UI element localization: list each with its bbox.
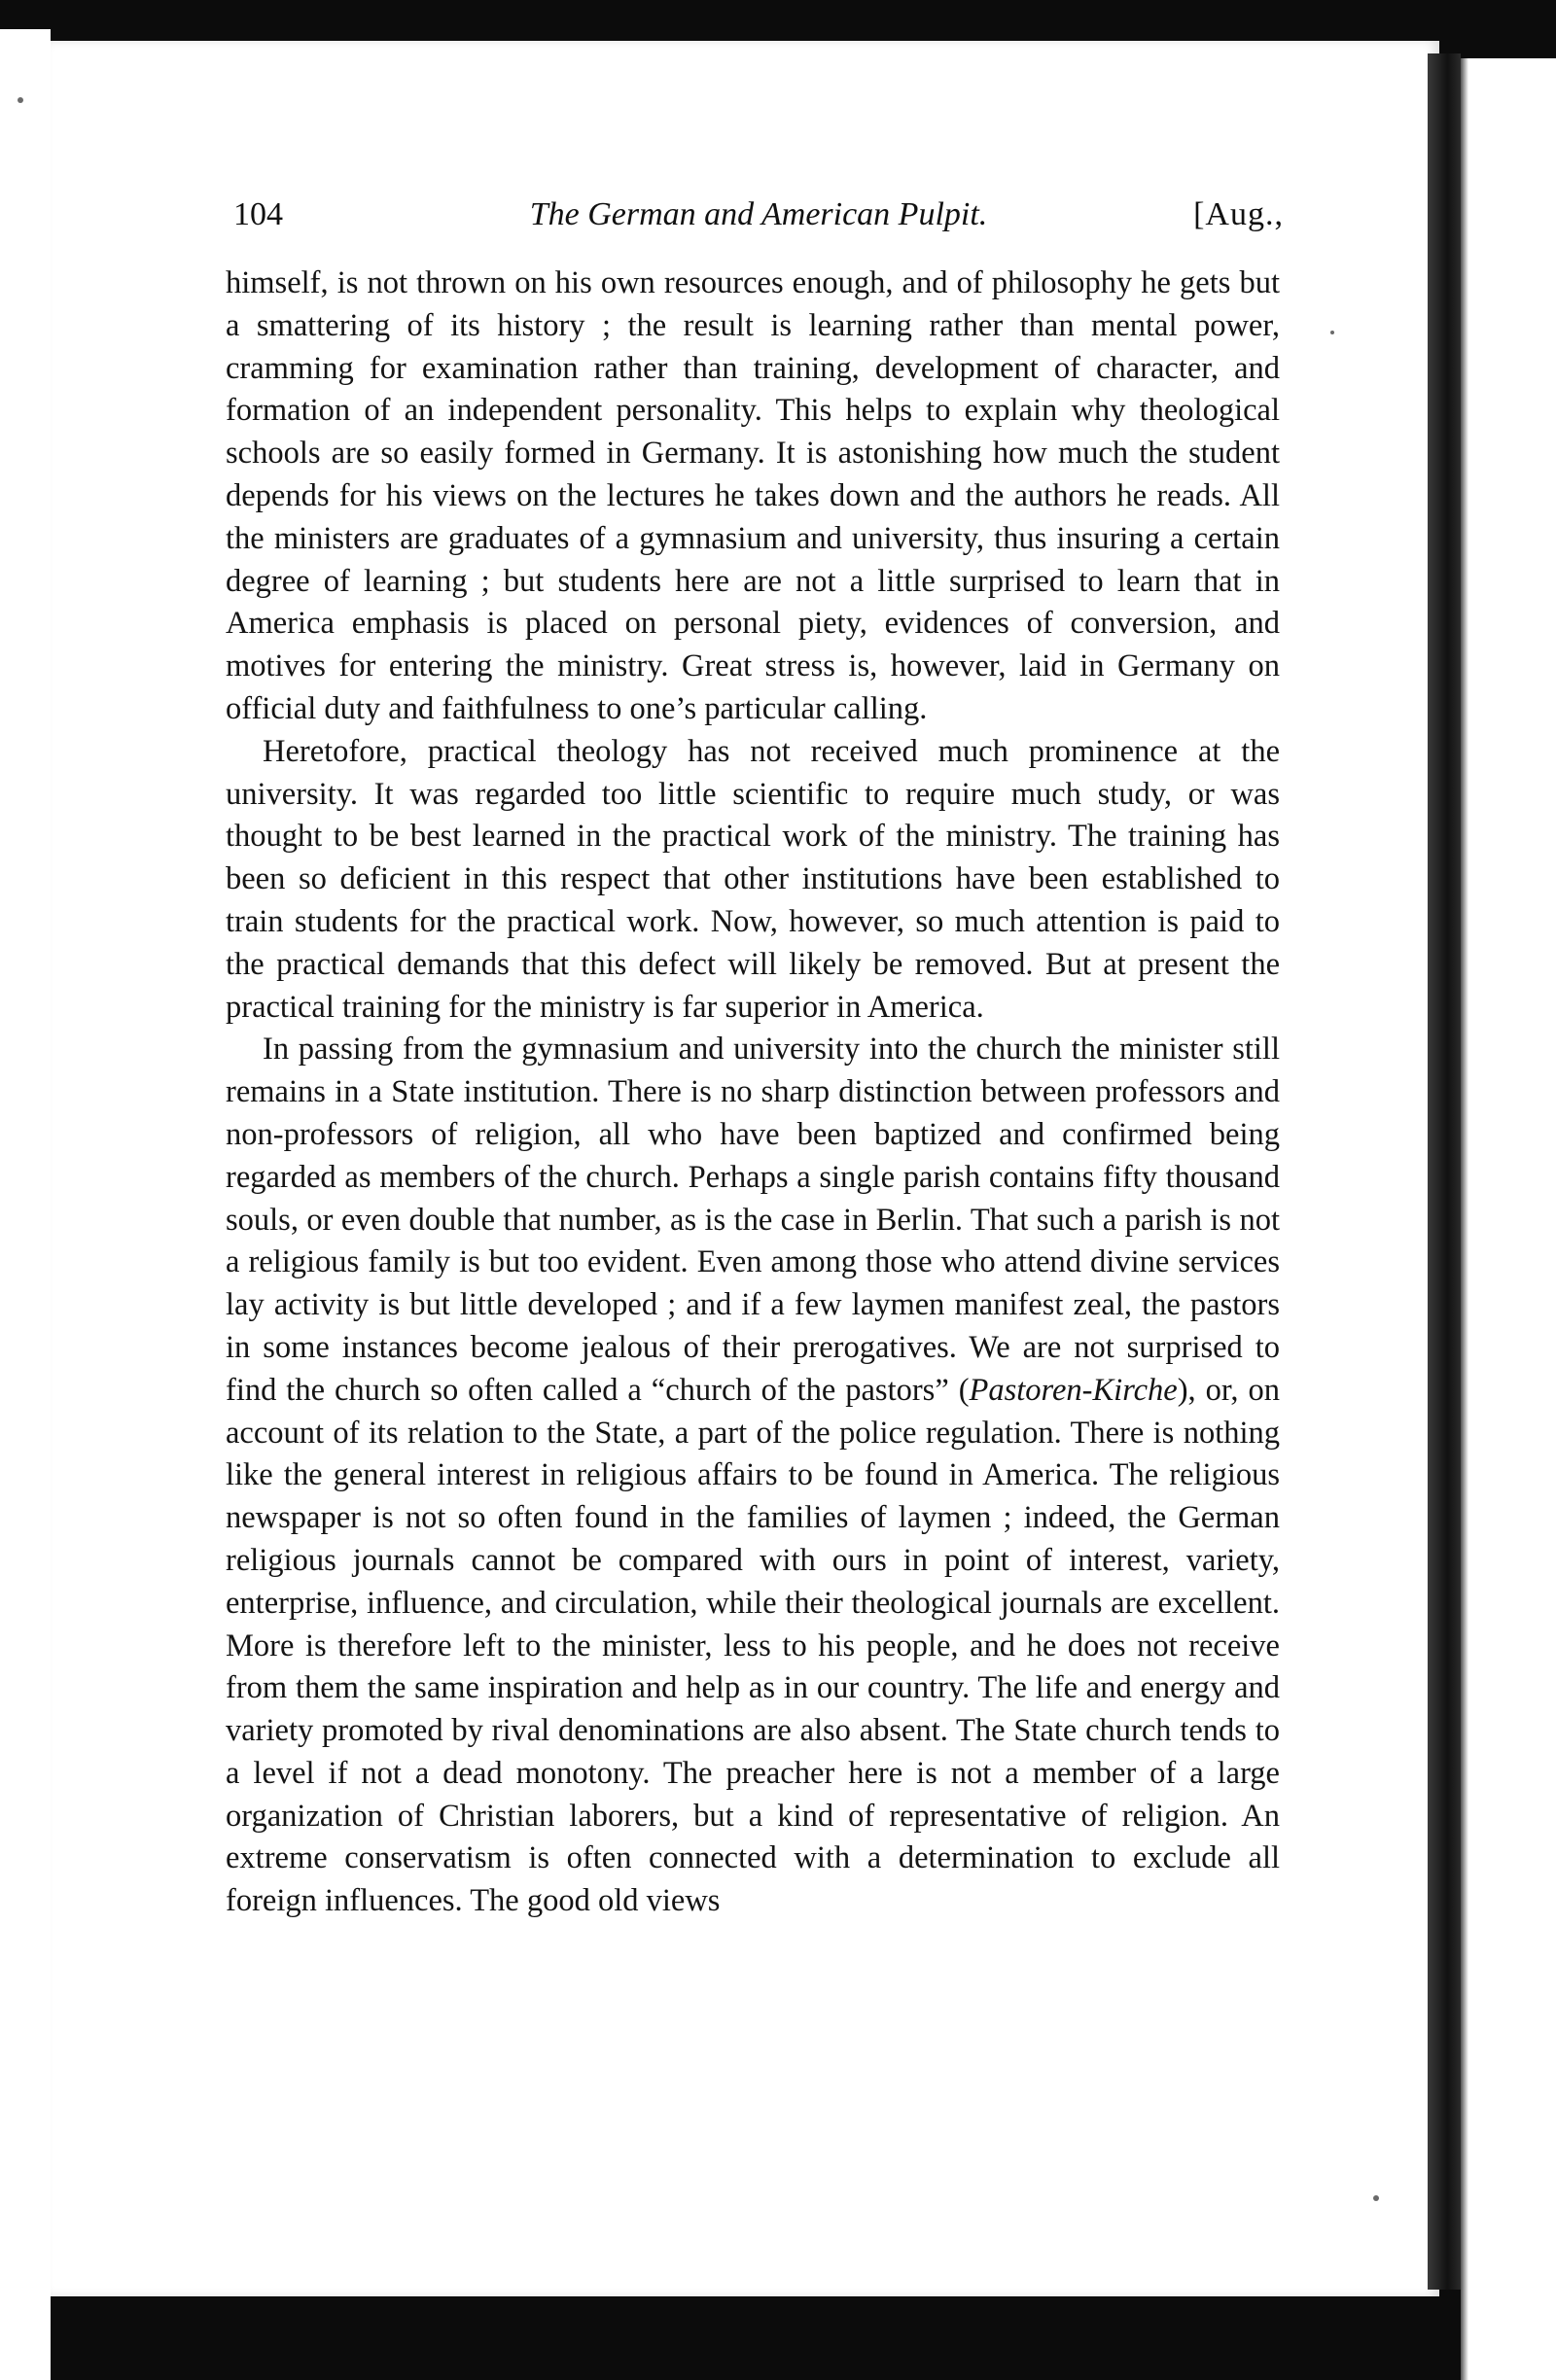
body-text xyxy=(226,262,1280,1923)
scan-speck xyxy=(1373,2195,1379,2201)
paragraph-3-text-before: In passing from the gymnasium and university into the church the minister still remains in a State institution. There is no sharp distinction between professors and non-professors of religion, all who have been baptized and confirmed being regarded as members of the church. Perhaps a single parish contains fifty thousand souls, or even double that number, as is the case in Berlin. That such a parish is not a religious family is but too evident. Even among those who attend divine services lay activity is but little developed ; and if a few laymen manifest zeal, the pastors in some instances become jealous of their prerogatives. We are not surprised to find the church so often called a “church of the pastors” ( xyxy=(226,1032,1280,1408)
paragraph-2: Heretofore, practical theology has not received much prominence at the university. It was regarded too little scientific to require much study, or was thought to be best learned in the practical work of the ministry. The training has been so deficient in this respect that other institutions have been established to train students for the practical work. Now, however, so much attention is paid to the practical demands that this defect will likely be removed. But at present the practical training for the ministry is far superior in America. xyxy=(226,733,1280,1025)
paragraph-1: himself, is not thrown on his own resources enough, and of philosophy he gets but a smattering of its history ; the result is learning rather than mental power, cramming for examination rather than training, development of character, and formation of an independent personality. This helps to explain why theological schools are so easily formed in Germany. It is astonishing how much the student depends for his views on the lectures he takes down and the authors he reads. All the ministers are graduates of a gymnasium and university, thus insuring a certain degree of learning ; but students here are not a little surprised to learn that in America emphasis is placed on personal piety, evidences of conversion, and motives for entering the ministry. Great stress is, however, laid in Germany on official duty and faithfulness to one’s particular calling. xyxy=(226,265,1280,726)
running-title: The German and American Pulpit. xyxy=(529,196,988,232)
scan-speck xyxy=(1330,331,1334,334)
facing-page-shade xyxy=(1461,58,1468,2380)
paragraph-3-italic-term: Pastoren-Kirche xyxy=(969,1372,1178,1408)
scan-margin xyxy=(0,29,51,2380)
running-head xyxy=(233,196,1284,245)
paragraph-3 xyxy=(226,1029,1280,1923)
scan-speck xyxy=(18,97,23,103)
running-date: [Aug., xyxy=(1193,196,1284,232)
paragraph-3-text-after: ), or, on account of its relation to the State, a part of the police regulation. There is nothing like the general interest in religious affairs to be found in America. The religious newspaper is not so often found in the families of laymen ; indeed, the German religious journals cannot be compared with ours in point of interest, variety, enterprise, influence, and circulation, while their theological journals are excellent. More is therefore left to the minister, less to his people, and he does not receive from them the same inspiration and help as in our country. The life and energy and variety promoted by rival denominations are also absent. The State church tends to a level if not a dead monotony. The preacher here is not a member of a large organization of Christian laborers, but a kind of representative of religion. An extreme conservatism is often connected with a determination to exclude all foreign influences. The good old views xyxy=(226,1372,1280,1919)
facing-page-edge xyxy=(1461,58,1556,2380)
book-spine-shadow xyxy=(1428,53,1461,2290)
page-number: 104 xyxy=(233,196,283,232)
